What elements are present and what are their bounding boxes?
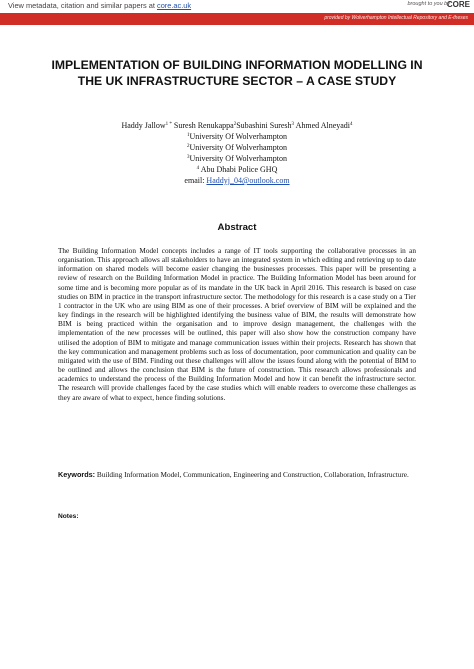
core-banner — [0, 0, 474, 30]
email-link[interactable]: Haddyj_04@outlook.com — [206, 176, 290, 185]
affiliation — [30, 131, 444, 142]
paper-title: IMPLEMENTATION OF BUILDING INFORMATION MODELLING IN THE UK INFRASTRUCTURE SECTOR – A CASE STUDY — [51, 58, 423, 88]
affiliation — [30, 142, 444, 153]
author-name: Subashini Suresh — [236, 121, 292, 130]
core-banner-top — [0, 0, 474, 13]
author-line — [30, 120, 444, 131]
author-block — [30, 120, 444, 186]
provided-by-text[interactable]: provided by Wolverhampton Intellectual Repository and E-theses — [324, 15, 468, 21]
author-name: Ahmed Alneyadi — [295, 121, 351, 130]
author-name: Suresh Renukappa — [173, 121, 234, 130]
keywords-paragraph — [58, 470, 416, 480]
core-link[interactable]: core.ac.uk — [157, 1, 192, 10]
email-line — [30, 175, 444, 186]
author-superscript: 4 — [350, 122, 353, 127]
affiliation-text: Abu Dhabi Police GHQ — [199, 165, 278, 174]
affiliation — [30, 164, 444, 175]
affiliation-superscript: 2 — [187, 144, 190, 149]
affiliation-superscript: 1 — [187, 133, 190, 138]
affiliation-text: University Of Wolverhampton — [189, 132, 287, 141]
email-label: email: — [184, 176, 207, 185]
author-superscript: 2 — [233, 122, 237, 127]
abstract-heading: Abstract — [217, 222, 257, 233]
abstract-text: The Building Information Model concepts includes a range of IT tools supporting the collaborative processes in an organisation. This approach allows all stakeholders to have an integrated system in which editing and retrieving up to date information on shared models will become easier changing the businesses processes. This paper will be presenting a review of research on the Building Information Model in practice. The Building Information Model has been around for some time and is becoming more popular as of its mandate in the UK back in April 2016. This research is based on case studies on BIM in practice in the transport infrastructure sector. The methodology for this research is a case study on a Tier 1 contractor in the UK who are using BIM as one of their processes. A brief overview of BIM will be explained and the key findings in the research will be highlighted identifying the business value of BIM, the results will demonstrate how BIM is being practiced within the organisation and to improve design management, the challenges with the implementation of the new processes will be outlined, this paper will also show how the construction company have utilised the adoption of BIM to mitigate and manage communication issues within their projects. Research has shown that the key communication and management problems such as loss of documentation, poor communication and quality can be mitigated with the use of BIM. Finding out these challenges will allow the issues found along with the potential of BIM to be outlined and allows the conclusion that BIM is the future of construction. This research allows professionals and academics to understand the process of the Building Information Model and how it can benefit the infrastructure sector. The research will provide challenges faced by the case studies which will enable readers to overcome these challenges as they are aware of what to expect, hence finding solutions. — [58, 247, 416, 402]
affiliation-text: University Of Wolverhampton — [189, 154, 287, 163]
affiliation — [30, 153, 444, 164]
brought-by-text: brought to you by — [407, 1, 450, 7]
metadata-prefix: View metadata, citation and similar papers at — [8, 1, 157, 10]
notes-label: Notes: — [58, 513, 79, 520]
core-logo[interactable]: CORE — [446, 0, 470, 9]
affiliation-superscript: 3 — [187, 155, 190, 160]
author-superscript: 1 * — [165, 122, 172, 127]
core-red-bar — [0, 13, 474, 25]
author-superscript: 3 — [291, 122, 295, 127]
keywords-label: Keywords: — [58, 470, 96, 479]
author-name: Haddy Jallow — [121, 121, 166, 130]
metadata-notice — [8, 1, 191, 10]
affiliation-text: University Of Wolverhampton — [189, 143, 287, 152]
affiliation-superscript: 4 — [196, 166, 200, 171]
keywords-text: Building Information Model, Communication, Engineering and Construction, Collaboration, Infrastructure. — [95, 471, 409, 479]
